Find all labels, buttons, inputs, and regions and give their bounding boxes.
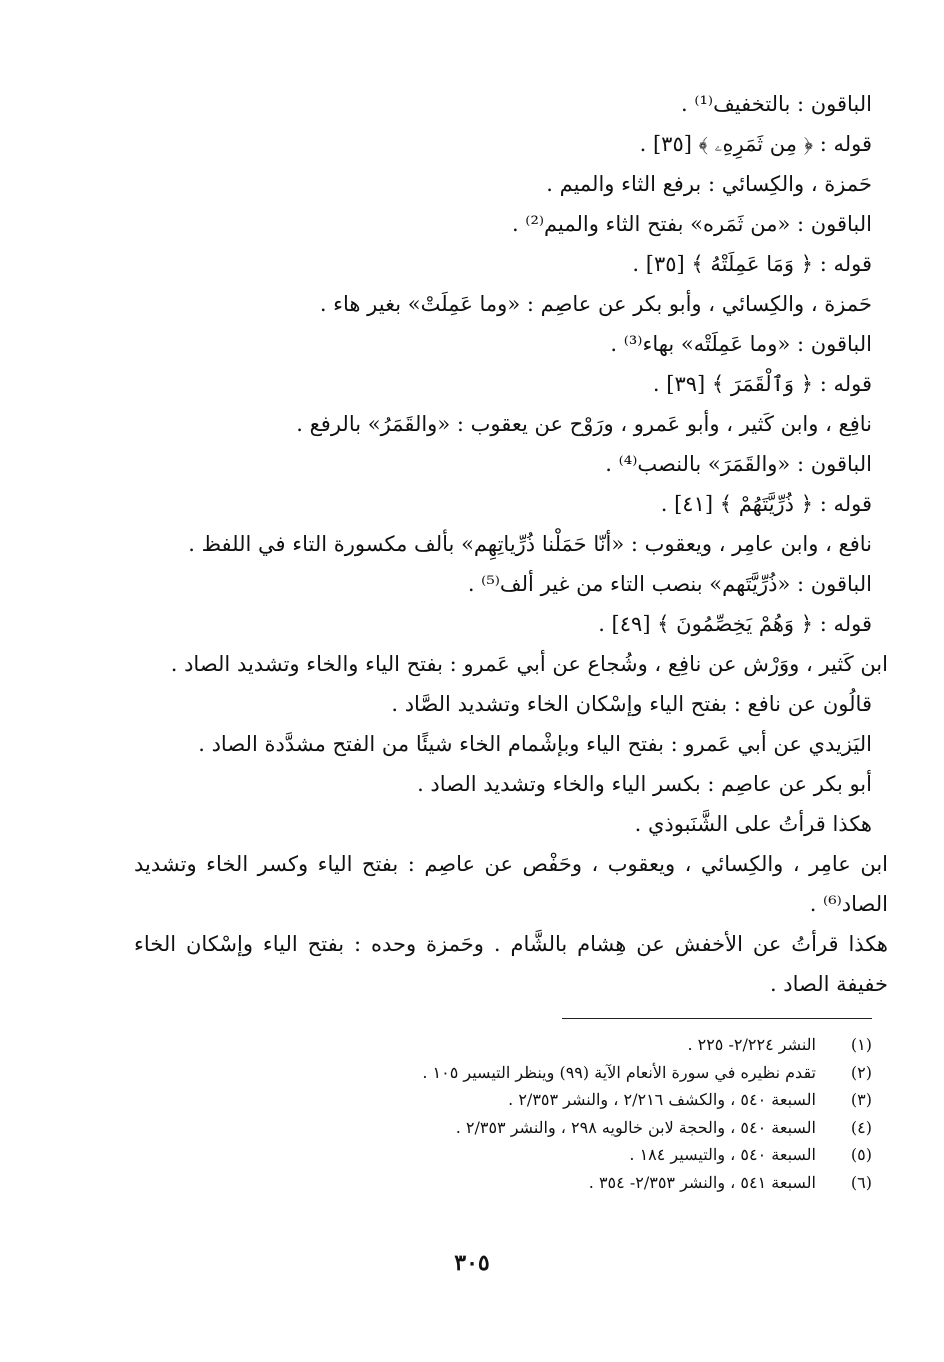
text-line: قوله : ﴿ ذُرِّيَّتَهُمْ ﴾ [٤١] . [660, 492, 872, 516]
footnote-text: السبعة ٥٤٠ ، والحجة لابن خالويه ٢٩٨ ، والنشر ٢/٣٥٣ . [455, 1117, 816, 1137]
text-line: نافِع ، وابن كَثير ، وأبو عَمرو ، ورَوْح عن يعقوب : «والقَمَرُ» بالرفع . [296, 412, 872, 436]
footnote [134, 1031, 872, 1059]
text-line: قالُون عن نافع : بفتح الياء وإسْكان الخاء وتشديد الصَّاد . [391, 692, 872, 716]
text-line: نافع ، وابن عامِر ، ويعقوب : «أنّا حَمَلْنا ذُرِّياتِهِم» بألف مكسورة التاء في اللفظ . [188, 532, 872, 556]
footnote [134, 1086, 872, 1114]
text-line: الباقون : «والقَمَرَ» بالنصب⁽⁴⁾ . [605, 452, 872, 476]
footnote-number: (٦) [850, 1172, 872, 1192]
footnote-text: السبعة ٥٤٠ ، والكشف ٢/٢١٦ ، والنشر ٢/٣٥٣ . [508, 1090, 816, 1109]
footnote-text: السبعة ٥٤١ ، والنشر ٢/٣٥٣- ٣٥٤ . [588, 1172, 816, 1192]
footnote-number: (٣) [850, 1090, 872, 1109]
text-line: حَمزة ، والكِسائي ، وأبو بكر عن عاصِم : «وما عَمِلَتْ» بغير هاء . [319, 292, 872, 316]
page-content [134, 84, 888, 1196]
text-line: الباقون : بالتخفيف⁽¹⁾ . [680, 92, 872, 116]
footnote-number: (٢) [850, 1062, 872, 1082]
footnote-text: السبعة ٥٤٠ ، والتيسير ١٨٤ . [629, 1145, 816, 1164]
footnote-number: (٤) [850, 1117, 872, 1137]
footnote-text: تقدم نظيره في سورة الأنعام الآية (٩٩) وينظر التيسير ١٠٥ . [422, 1062, 816, 1082]
text-paragraph: هكذا قرأتُ عن الأخفش عن هِشام بالشَّام . وحَمزة وحده : بفتح الياء وإسْكان الخاء خفيفة الصاد . [134, 932, 888, 996]
text-line: اليَزيدي عن أبي عَمرو : بفتح الياء وبإشْمام الخاء شيئًا من الفتح مشدَّدة الصاد . [198, 732, 872, 756]
footnotes [134, 1031, 872, 1196]
text-line: الباقون : «وما عَمِلَتْه» بهاء⁽³⁾ . [610, 332, 872, 356]
text-line: قوله : ﴿ وَهُمْ يَخِصِّمُونَ ﴾ [٤٩] . [598, 612, 872, 636]
footnote-number: (٥) [850, 1145, 872, 1164]
text-line: الباقون : «ذُرِّيَّتَهم» بنصب التاء من غير ألف⁽⁵⁾ . [467, 572, 872, 596]
text-line: قوله : ﴿ وَٱلْقَمَرَ ﴾ [٣٩] . [652, 372, 872, 396]
footnote-text: النشر ٢/٢٢٤- ٢٢٥ . [687, 1035, 816, 1054]
text-line: قوله : ﴿ وَمَا عَمِلَتْهُ ﴾ [٣٥] . [632, 252, 872, 276]
text-line: الباقون : «من ثَمَره» بفتح الثاء والميم⁽²⁾ . [511, 212, 872, 236]
text-paragraph: ابن عامِر ، والكِسائي ، ويعقوب ، وحَفْص عن عاصِم : بفتح الياء وكسر الخاء وتشديد الصاد⁽⁶⁾ . [134, 852, 888, 916]
footnote-divider [562, 1018, 872, 1019]
text-line: حَمزة ، والكِسائي : برفع الثاء والميم . [546, 172, 872, 196]
text-paragraph: ابن كَثير ، ووَرْش عن نافِع ، وشُجاع عن أبي عَمرو : بفتح الياء والخاء وتشديد الصاد . [170, 652, 888, 676]
footnote [134, 1141, 872, 1169]
footnote-number: (١) [850, 1035, 872, 1054]
text-line: أبو بكر عن عاصِم : بكسر الياء والخاء وتشديد الصاد . [417, 772, 872, 796]
page-number: ٣٠٥ [454, 1250, 490, 1276]
footnote [134, 1059, 872, 1087]
main-text [134, 84, 888, 1004]
text-line: هكذا قرأتُ على الشَّنَبوذي . [634, 812, 872, 836]
text-line: قوله : ﴿ مِن ثَمَرِهِۦ ﴾ [٣٥] . [639, 132, 872, 156]
footnote [134, 1114, 872, 1142]
footnote [134, 1169, 872, 1197]
